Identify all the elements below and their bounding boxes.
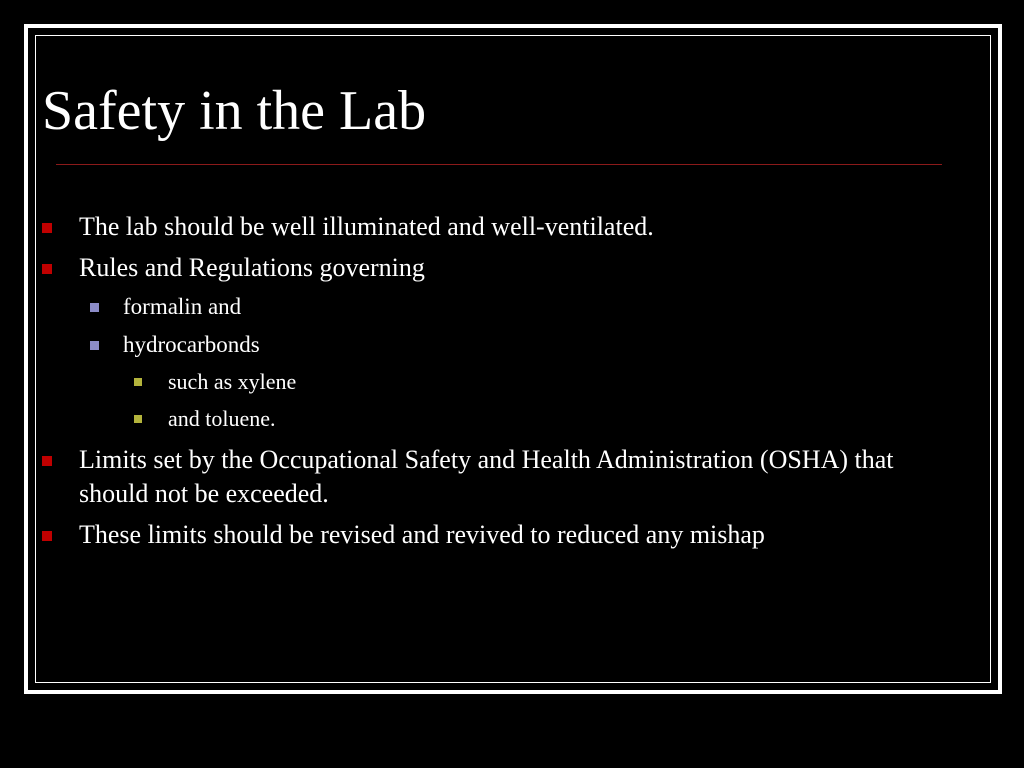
bullet-text: such as xylene (168, 369, 297, 394)
bullet-text: Limits set by the Occupational Safety and Health Administration (OSHA) that should not be exceeded. (79, 445, 894, 508)
bullet-text: Rules and Regulations governing (79, 253, 425, 282)
bullet-text: The lab should be well illuminated and well-ventilated. (79, 212, 654, 241)
sub-bullet-square-icon (90, 303, 99, 312)
bullet-square-icon (42, 223, 52, 233)
sub-bullet-item (123, 330, 260, 360)
bullet-text: formalin and (123, 294, 242, 319)
sub-sub-bullet-square-icon (134, 378, 142, 386)
bullet-text: hydrocarbonds (123, 332, 260, 357)
sub-bullet-square-icon (90, 341, 99, 350)
bullet-square-icon (42, 264, 52, 274)
bullet-square-icon (42, 531, 52, 541)
bullet-square-icon (42, 456, 52, 466)
title-divider (56, 164, 942, 165)
slide-title: Safety in the Lab (42, 80, 427, 142)
bullet-item (79, 443, 909, 511)
bullet-item (79, 251, 425, 285)
sub-bullet-item (123, 292, 241, 322)
bullet-text: These limits should be revised and revived to reduced any mishap (79, 520, 765, 549)
sub-sub-bullet-item (168, 405, 276, 433)
bullet-text: and toluene. (168, 406, 276, 431)
sub-sub-bullet-square-icon (134, 415, 142, 423)
bullet-item (79, 518, 765, 552)
bullet-item (79, 210, 654, 244)
sub-sub-bullet-item (168, 368, 296, 396)
